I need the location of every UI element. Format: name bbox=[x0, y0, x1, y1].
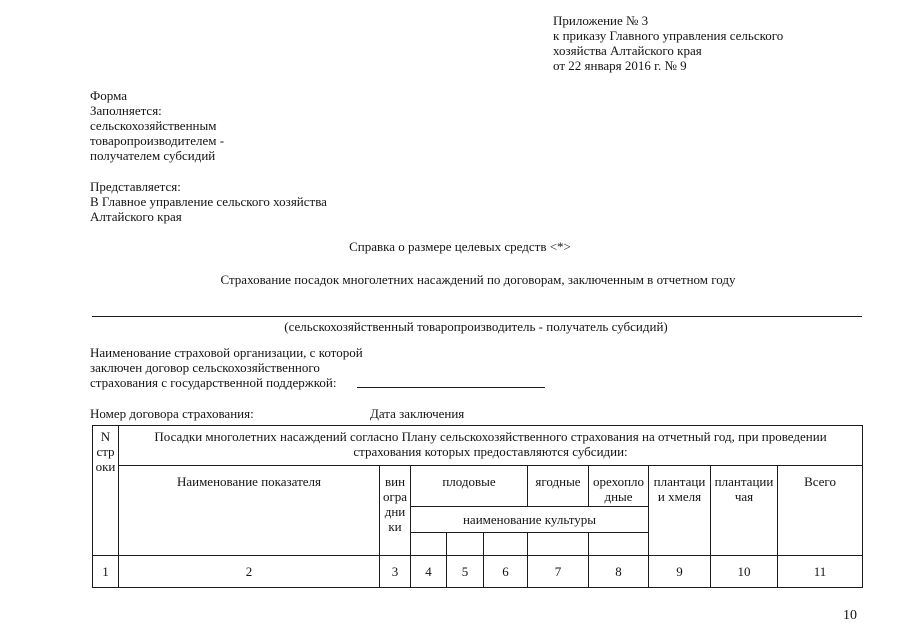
appendix-line: от 22 января 2016 г. № 9 bbox=[553, 58, 687, 73]
column-number: 7 bbox=[528, 556, 589, 588]
submitted-to-line: Алтайского края bbox=[90, 209, 182, 224]
contract-date-label: Дата заключения bbox=[370, 406, 465, 421]
filled-by-line: Заполняется: bbox=[90, 103, 162, 118]
insurer-label-line: Наименование страховой организации, с которой bbox=[90, 345, 363, 360]
total-header: Всего bbox=[778, 466, 863, 556]
subsidy-table bbox=[92, 425, 863, 588]
appendix-reference bbox=[553, 13, 783, 73]
vineyards-header-line: огра bbox=[382, 489, 408, 504]
appendix-line: хозяйства Алтайского края bbox=[553, 43, 702, 58]
tea-header bbox=[711, 466, 778, 556]
vineyards-header-line: ки bbox=[388, 519, 402, 534]
certificate-title: Справка о размере целевых средств <*> bbox=[349, 239, 571, 254]
column-number: 3 bbox=[380, 556, 411, 588]
filled-by-line: товаропроизводителем - bbox=[90, 133, 225, 148]
appendix-line: к приказу Главного управления сельского bbox=[553, 28, 784, 43]
plantings-header-line: Посадки многолетних насаждений согласно Плану сельскохозяйственного страхования на отчетный год, при проведении bbox=[154, 429, 827, 444]
column-number: 9 bbox=[649, 556, 711, 588]
crop-cell-blank bbox=[589, 533, 649, 556]
hops-header-line: и хмеля bbox=[657, 489, 702, 504]
vineyards-header-line: дни bbox=[384, 504, 406, 519]
form-filled-by-block bbox=[90, 88, 224, 163]
plantings-header bbox=[119, 426, 863, 466]
filled-by-line: сельскохозяйственным bbox=[90, 118, 217, 133]
crop-cell-blank bbox=[484, 533, 528, 556]
insurer-fill-line bbox=[357, 387, 545, 388]
column-number: 4 bbox=[411, 556, 447, 588]
berry-header: ягодные bbox=[528, 466, 589, 507]
insurer-label-block bbox=[90, 345, 363, 390]
vineyards-header-line: вин bbox=[384, 474, 406, 489]
appendix-line: Приложение № 3 bbox=[553, 13, 649, 28]
insurer-label-line: страхования с государственной поддержкой: bbox=[90, 375, 337, 390]
producer-fill-line bbox=[92, 316, 862, 317]
hops-header-line: плантаци bbox=[653, 474, 706, 489]
indicator-header: Наименование показателя bbox=[119, 466, 380, 556]
nut-header bbox=[589, 466, 649, 507]
column-number: 10 bbox=[711, 556, 778, 588]
submitted-to-block bbox=[90, 179, 327, 224]
crop-name-header: наименование культуры bbox=[411, 507, 649, 533]
table-header-row bbox=[93, 466, 863, 507]
fruit-header: плодовые bbox=[411, 466, 528, 507]
crop-cell-blank bbox=[411, 533, 447, 556]
submitted-to-line: Представляется: bbox=[90, 179, 181, 194]
filled-by-line: получателем субсидий bbox=[90, 148, 216, 163]
row-number-header-line: стр bbox=[96, 444, 115, 459]
table-header-row bbox=[93, 426, 863, 466]
submitted-to-line: В Главное управление сельского хозяйства bbox=[90, 194, 327, 209]
form-label: Форма bbox=[90, 88, 127, 103]
contract-number-label: Номер договора страхования: bbox=[90, 406, 254, 421]
column-number: 5 bbox=[447, 556, 484, 588]
column-number: 2 bbox=[119, 556, 380, 588]
crop-cell-blank bbox=[528, 533, 589, 556]
producer-caption: (сельскохозяйственный товаропроизводитель - получатель субсидий) bbox=[284, 319, 668, 334]
insurer-label-line: заключен договор сельскохозяйственного bbox=[90, 360, 320, 375]
column-number: 8 bbox=[589, 556, 649, 588]
hops-header bbox=[649, 466, 711, 556]
nut-header-line: орехопло bbox=[592, 474, 645, 489]
crop-cell-blank bbox=[447, 533, 484, 556]
nut-header-line: дные bbox=[604, 489, 633, 504]
vineyards-header bbox=[380, 466, 411, 556]
column-number: 11 bbox=[778, 556, 863, 588]
plantings-header-line: страхования которых предоставляются субсидии: bbox=[353, 444, 628, 459]
row-number-header-line: N bbox=[100, 429, 111, 444]
tea-header-line: чая bbox=[734, 489, 754, 504]
tea-header-line: плантации bbox=[714, 474, 774, 489]
column-number-row bbox=[93, 556, 863, 588]
column-number: 1 bbox=[93, 556, 119, 588]
page-number: 10 bbox=[843, 608, 857, 623]
row-number-header-line: оки bbox=[95, 459, 116, 474]
row-number-header bbox=[93, 426, 119, 556]
certificate-subject: Страхование посадок многолетних насаждений по договорам, заключенным в отчетном году bbox=[220, 272, 736, 287]
column-number: 6 bbox=[484, 556, 528, 588]
